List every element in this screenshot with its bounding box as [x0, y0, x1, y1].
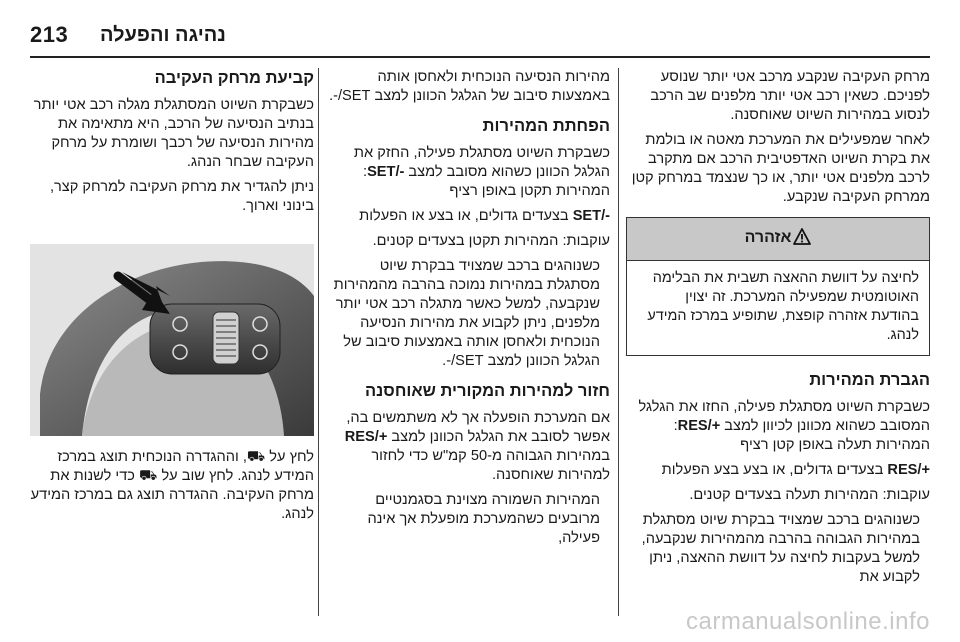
section-heading: חזור למהירות המקורית שאוחסנה: [365, 382, 610, 400]
watermark: carmanualsonline.info: [686, 608, 930, 635]
column-middle: [326, 68, 610, 554]
section-heading: קביעת מרחק העקיבה: [154, 69, 314, 87]
warning-body: לחיצה על דוושת ההאצה תשבית את הבלימה האוטומטית שמפעילה המערכת. זה יצוין בהודעת אזהרה קופצת, שתופיע במרכז המידע לנהג.: [647, 270, 919, 343]
code-label: SET/-: [367, 164, 405, 180]
section-heading: הפחתת המהירות: [482, 117, 610, 135]
paragraph: מרחק העקיבה שנקבע מרכב אטי יותר שנוסע לפניכם. כשאין רכב אטי יותר מלפנים שב הרכב לנסוע במהירות השיוט שאוחסנה.: [650, 69, 930, 123]
text-run: בצעדים גדולים, או בצע בצע הפעלות: [661, 462, 888, 478]
text-run: כשבקרת השיוט מסתגלת פעילה, החזק את הגלגל הכוונן כשהוא מסובב למצב: [353, 145, 610, 180]
warning-box: [626, 217, 930, 356]
column-divider: [318, 68, 319, 616]
paragraph: המהירות השמורה מצוינת בסגמנטיים מרובעים כשהמערכת מופעלת אך אינה פעילה,: [367, 492, 600, 546]
text-run: כשבקרת השיוט מסתגלת פעילה, החזו את הגלגל המסובב כשהוא מכוונן לכיוון למצב: [638, 399, 930, 434]
column-left: [30, 68, 314, 530]
paragraph: [326, 144, 610, 201]
paragraph: ניתן להגדיר את מרחק העקיבה למרחק קצר, בינוני וארוך.: [49, 179, 314, 214]
paragraph: כשנוהגים ברכב שמצויד בבקרת שיוט מסתגלת במהירות נמוכה בהרבה מהמהירות שנקבעה, למשל כאשר מתגלה רכב אטי יותר מלפנים, ניתן לקבוע את מהירות הנסיעה הנוכחית ולאחסן אותה באמצעות סיבוב של הגלגל הכוונן למצב SET/-.: [333, 258, 600, 369]
warning-triangle-icon: [793, 228, 811, 250]
code-label: SET/-: [572, 208, 610, 224]
paragraph: עוקבות: המהירות תקטן בצעדים קטנים.: [372, 233, 610, 249]
paragraph: [326, 207, 610, 226]
text-run: : המהירות תקטן באופן רציף: [363, 164, 610, 199]
paragraph: [626, 398, 930, 455]
warning-title: אזהרה: [744, 229, 792, 246]
section-heading: הגברת המהירות: [809, 371, 930, 389]
text-run: : המהירות תעלה באופן קטן רציף: [673, 418, 930, 453]
paragraph: כשבקרת השיוט המסתגלת מגלה רכב אטי יותר בנתיב הנסיעה של הרכב, היא מתאימה את מהירות הנסיעה של רכבך ושומרת על מרחק העקיבה שבחר הנהג.: [33, 97, 314, 170]
column-right: [626, 68, 930, 593]
paragraph: עוקבות: המהירות תעלה בצעדים קטנים.: [689, 487, 930, 503]
paragraph: מהירות הנסיעה הנוכחית ולאחסן אותה באמצעות סיבוב של הגלגל הכוונן למצב SET/-.: [329, 69, 610, 104]
text-run: בצעדים גדולים, או בצע או הפעלות: [359, 208, 573, 224]
code-label: RES/+: [887, 462, 930, 478]
paragraph: [626, 461, 930, 480]
header-rule: [30, 56, 930, 58]
text-run: במהירות הגבוהה מ-50 קמ"ש כדי לחזור למהירות שאוחסנה.: [371, 448, 610, 483]
warning-header: [627, 218, 929, 261]
text-run: אם המערכת הופעלה אך לא משתמשים בה, אפשר לסובב את הגלגל הכוונן למצב: [346, 410, 610, 445]
paragraph: כשנוהגים ברכב שמצויד בבקרת שיוט מסתגלת במהירות הגבוהה בהרבה מהמהירות שנקבעה, למשל בעקבות לחיצה על דוושת ההאצה, ניתן לקבוע את: [641, 512, 920, 585]
paragraph: לאחר שמפעילים את המערכת מאטה או בולמת את בקרת השיוט האדפטיבית הרכב אם מתקרב לרכב מלפנים אטי יותר, או כך שנצמד במרחק קטן ממרחק העקיבה שנקבע.: [631, 132, 930, 205]
column-divider: [618, 68, 619, 616]
running-head: נהיגה והפעלה: [100, 24, 226, 46]
steering-wheel-controls-illustration: [30, 244, 314, 436]
code-label: RES/+: [677, 418, 721, 434]
page-number: 213: [30, 22, 69, 47]
code-label: RES/+: [344, 429, 388, 445]
paragraph: לחץ על ⛟, וההגדרה הנוכחית תוצג במרכז המידע לנהג. לחץ שוב על ⛟ כדי לשנות את מרחק העקיבה. ההגדרה תוצג גם במרכז המידע לנהג.: [30, 449, 314, 522]
paragraph: [326, 409, 610, 485]
